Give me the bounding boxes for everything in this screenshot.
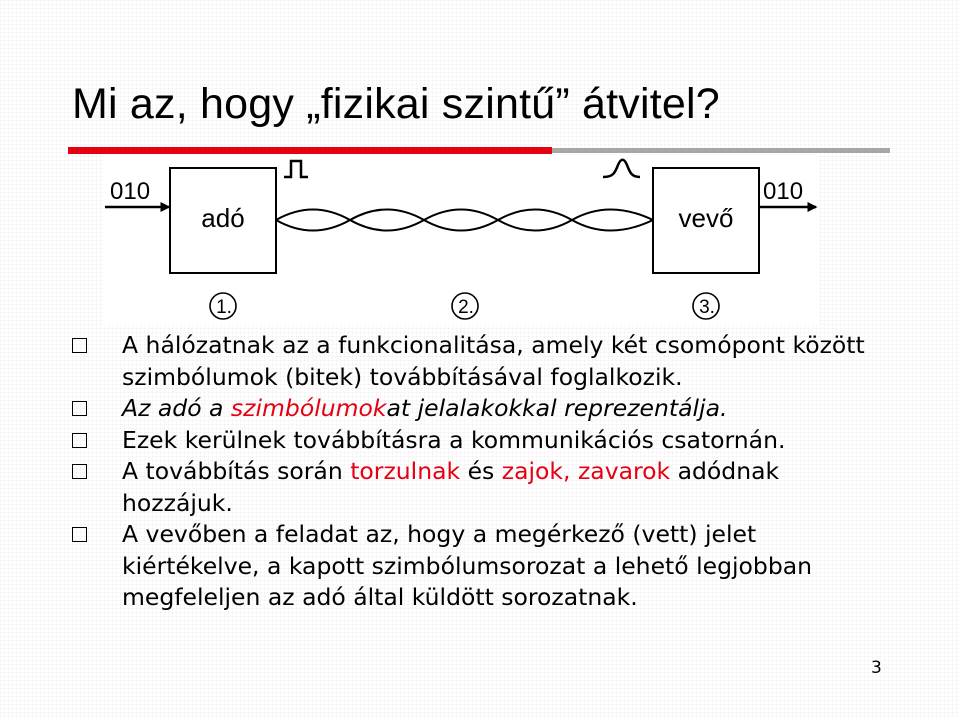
bullet-list — [70, 330, 890, 614]
highlighted-term: zajok, zavarok — [501, 457, 671, 485]
title-underline-gray — [552, 148, 890, 153]
bullet-text: és — [460, 457, 502, 485]
bullet-text: Ezek kerülnek továbbításra a kommunikációs csatornán. — [122, 425, 786, 454]
title-underline-red — [68, 147, 552, 154]
bullet-item — [70, 393, 890, 425]
highlighted-term: torzulnak — [350, 457, 461, 485]
title-underline — [68, 147, 890, 154]
bullet-text: Az adó a — [122, 394, 231, 422]
square-bullet-icon — [72, 401, 87, 416]
output-bits: 010 — [763, 178, 804, 205]
marker-3-label: 3. — [699, 297, 715, 318]
bullet-text: at jelalakokkal reprezentálja. — [386, 394, 728, 422]
bullet-item — [70, 456, 890, 519]
square-bullet-icon — [72, 527, 87, 542]
bullet-text: A hálózatnak az a funkcionalitása, amely két csomópont között szimbólumok (bitek) továbbításával foglalkozik. — [122, 331, 865, 391]
bullet-item — [70, 425, 890, 457]
square-bullet-icon — [72, 338, 87, 353]
bullet-item — [70, 519, 890, 614]
square-bullet-icon — [72, 464, 87, 479]
transmission-diagram — [103, 155, 819, 325]
bullet-text: adódnak hozzájuk. — [122, 457, 780, 517]
bullet-item — [70, 330, 890, 393]
slide-title: Mi az, hogy „fizikai szintű” átvitel? — [72, 80, 720, 128]
transmitter-label: adó — [201, 203, 245, 233]
receiver-label: vevő — [678, 203, 734, 233]
bullet-text: A továbbítás során — [122, 457, 351, 485]
input-bits: 010 — [110, 178, 151, 205]
marker-2-label: 2. — [458, 297, 474, 318]
bullet-text: A vevőben a feladat az, hogy a megérkező (vett) jelet kiértékelve, a kapott szimbólumsorozat a lehető legjobban megfeleljen az adó által küldött sorozatnak. — [122, 520, 813, 611]
square-bullet-icon — [72, 433, 87, 448]
highlighted-term: szimbólumok — [230, 394, 387, 422]
marker-1-label: 1. — [216, 297, 232, 318]
page-number: 3 — [871, 658, 882, 678]
